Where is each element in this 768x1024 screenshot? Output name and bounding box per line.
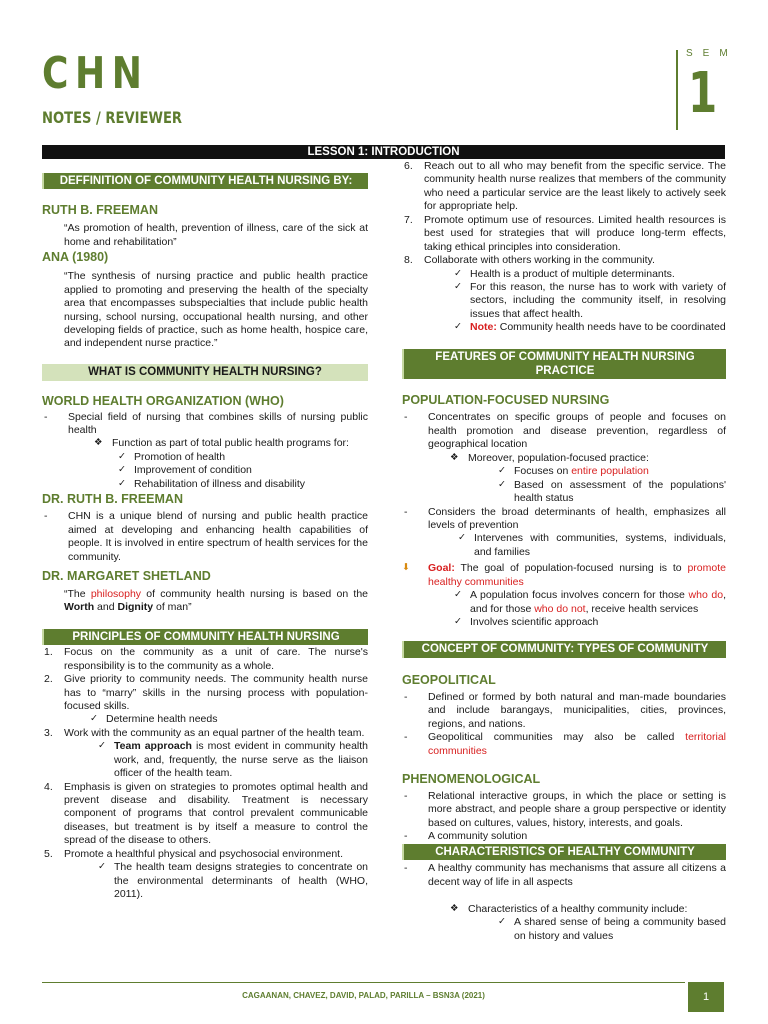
principle-5-sub: ✓ The health team designs strategies to concentrate on the environmental determinants of health (WHO, 2011).: [98, 861, 368, 901]
list-item: ✓ Rehabilitation of illness and disability: [118, 477, 306, 490]
check-icon: ✓: [458, 532, 466, 544]
section-heading-principles: PRINCIPLES OF COMMUNITY HEALTH NURSING: [42, 629, 368, 645]
population-determinants: - Considers the broad determinants of health, emphasizes all levels of prevention: [402, 506, 726, 533]
principle-8-note: ✓ Note: Community health needs have to be coordinated: [454, 321, 726, 334]
principle-2-sub: ✓ Determine health needs: [90, 713, 218, 726]
population-moreover: ❖ Moreover, population-focused practice:: [450, 451, 649, 464]
population-focused-heading: POPULATION-FOCUSED NURSING: [402, 393, 610, 408]
geopolitical-territorial: - Geopolitical communities may also be called territorial communities: [402, 731, 726, 758]
check-icon: ✓: [498, 478, 506, 490]
check-icon: ✓: [90, 713, 98, 725]
semester-number: 1: [688, 61, 718, 126]
lesson-title: LESSON 1: INTRODUCTION: [42, 145, 725, 159]
section-heading-features: FEATURES OF COMMUNITY HEALTH NURSING PRACTICE: [402, 349, 726, 380]
author-dr-freeman: DR. RUTH B. FREEMAN: [42, 492, 183, 507]
down-arrow-icon: ⬇: [402, 562, 410, 574]
check-icon: ✓: [98, 861, 106, 873]
author-ana: ANA (1980): [42, 250, 109, 265]
shetland-quote: “The philosophy of community health nursing is based on the Worth and Dignity of man”: [64, 587, 368, 614]
check-icon: ✓: [454, 267, 462, 279]
population-definition: - Concentrates on specific groups of people and focuses on health promotion and disease prevention, regardless of geographical location: [402, 411, 726, 451]
principle-8-sub: ✓ For this reason, the nurse has to work with variety of sectors, including the community itself, in resolving issues that affect health.: [454, 280, 726, 320]
check-icon: ✓: [118, 477, 126, 489]
check-icon: ✓: [454, 321, 462, 333]
principle-8-sub: ✓ Health is a product of multiple determinants.: [454, 267, 675, 280]
who-definition: - Special field of nursing that combines skills of nursing public health: [42, 411, 368, 438]
list-item: ✓ A shared sense of being a community based on history and values: [498, 916, 726, 942]
healthy-characteristics: ❖ Characteristics of a healthy community include:: [450, 903, 688, 915]
who-function: ❖ Function as part of total public health programs for:: [94, 437, 349, 450]
phenomenological-solution: - A community solution: [402, 830, 726, 843]
page-number: 1: [688, 982, 724, 1012]
check-icon: ✓: [118, 450, 126, 462]
diamond-bullet-icon: ❖: [450, 451, 459, 463]
goal-statement: ⬇ Goal: The goal of population-focused nursing is to promote healthy communities: [402, 562, 726, 588]
geopolitical-definition: - Defined or formed by both natural and man-made boundaries and include barangays, municipalities, cities, provinces, regions, and nations.: [402, 691, 726, 731]
list-item: ✓ A population focus involves concern for those who do, and for those who do not, receive health services: [454, 589, 726, 615]
dr-freeman-definition: - CHN is a unique blend of nursing and public health practice aimed at developing and enhancing health capabilities of people. It is involved in entire spectrum of health services for the community.: [42, 510, 368, 564]
principle-2: 2. Give priority to community needs. The community health nurse has to “marry” skills in the nursing process with population-focused skills.: [44, 673, 368, 712]
list-item: ✓ Improvement of condition: [118, 464, 252, 477]
principle-8: 8. Collaborate with others working in the community.: [404, 254, 655, 267]
principle-3: 3. Work with the community as an equal partner of the health team.: [44, 726, 365, 739]
check-icon: ✓: [498, 916, 506, 928]
section-heading-what-is: WHAT IS COMMUNITY HEALTH NURSING?: [42, 364, 368, 381]
check-icon: ✓: [98, 740, 106, 752]
header-divider: [676, 50, 678, 130]
check-icon: ✓: [454, 589, 462, 601]
section-heading-concept: CONCEPT OF COMMUNITY: TYPES OF COMMUNITY: [402, 641, 726, 657]
check-icon: ✓: [498, 465, 506, 477]
geopolitical-heading: GEOPOLITICAL: [402, 672, 496, 687]
author-who: WORLD HEALTH ORGANIZATION (WHO): [42, 393, 284, 408]
diamond-bullet-icon: ❖: [94, 437, 103, 449]
principle-4: 4. Emphasis is given on strategies to promotes optimal health and prevent disease and disability. Treatment is necessary component of programs that control prevalent communicable diseases, but treatment is by itself a measure to control the spread of the disease to others.: [44, 780, 368, 847]
principle-3-sub: ✓ Team approach is most evident in community health work, and, frequently, the nurse serve as the liaison officer of the health team.: [98, 740, 368, 780]
author-shetland: DR. MARGARET SHETLAND: [42, 568, 211, 583]
list-item: ✓ Based on assessment of the populations' health status: [498, 478, 726, 505]
section-heading-definition: DEFFINITION OF COMMUNITY HEALTH NURSING BY:: [42, 173, 368, 189]
check-icon: ✓: [118, 464, 126, 476]
check-icon: ✓: [454, 616, 462, 627]
principle-5: 5. Promote a healthful physical and psychosocial environment.: [44, 847, 343, 860]
list-item: ✓ Promotion of health: [118, 450, 226, 463]
list-item: ✓ Involves scientific approach: [454, 616, 599, 628]
right-column: [402, 160, 726, 943]
ana-quote: “The synthesis of nursing practice and public health practice applied to promoting and preserving the health of the specialty area that encompasses subspecialties that include public health nursing, school nursing, occupational health nursing, and other developing fields of practice, such as home health, hospice care, and independent nurse practice.”: [64, 270, 368, 350]
freeman-quote: “As promotion of health, prevention of illness, care of the sick at home and rehabilitation”: [64, 222, 368, 248]
left-column: [42, 160, 368, 902]
document-subtitle: NOTES / REVIEWER: [42, 108, 183, 127]
footer-authors: CAGAANAN, CHAVEZ, DAVID, PALAD, PARILLA – BSN3A (2021): [242, 991, 485, 1000]
section-heading-healthy: CHARACTERISTICS OF HEALTHY COMMUNITY: [402, 844, 726, 860]
phenomenological-heading: PHENOMENOLOGICAL: [402, 772, 541, 786]
diamond-bullet-icon: ❖: [450, 903, 459, 914]
principle-7: 7. Promote optimum use of resources. Limited health resources is best used for strategies that will produce long-term effects, taking ethical principles into consideration.: [404, 213, 726, 253]
list-item: ✓ Intervenes with communities, systems, individuals, and families: [458, 532, 726, 558]
healthy-definition: - A healthy community has mechanisms that assure all citizens a decent way of life in all aspects: [402, 862, 726, 889]
check-icon: ✓: [454, 280, 462, 292]
list-item: ✓ Focuses on entire population: [498, 465, 649, 478]
principle-6: 6. Reach out to all who may benefit from the specific service. The community health nurse realizes that members of the community who need a particular service are the least likely to actively seek for appropriate help.: [404, 160, 726, 213]
principle-1: 1. Focus on the community as a unit of care. The nurse's responsibility is to the community as a whole.: [44, 646, 368, 672]
phenomenological-definition: - Relational interactive groups, in which the place or setting is more abstract, and people share a group perspective or identity based on cultures, values, history, interests, and goals.: [402, 790, 726, 830]
semester-label: SEM: [686, 48, 738, 59]
author-freeman: RUTH B. FREEMAN: [42, 203, 158, 218]
document-title: CHN: [42, 48, 149, 99]
